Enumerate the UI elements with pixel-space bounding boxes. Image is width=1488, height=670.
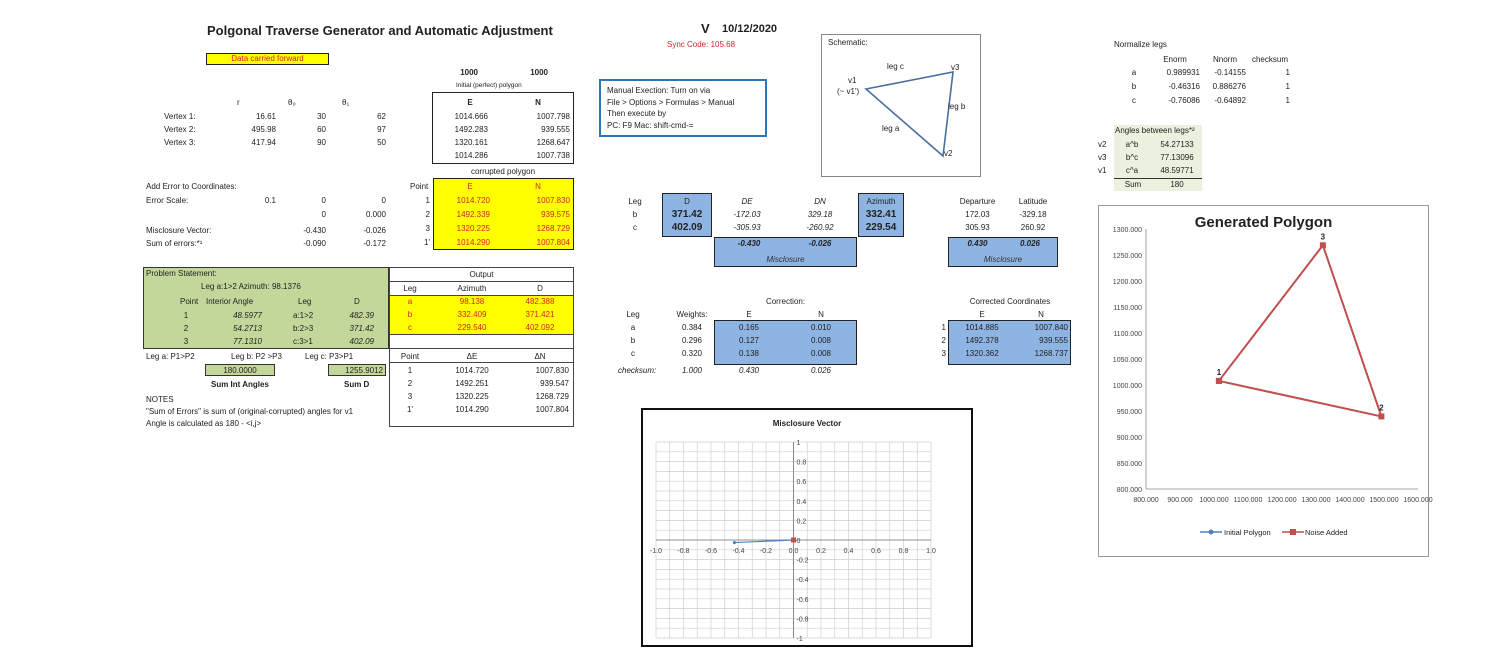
correction-cell: 0.138 <box>738 349 760 358</box>
sum-d-label: Sum D <box>344 380 370 389</box>
schematic-leg-b: leg b <box>948 102 966 111</box>
output-dn: 939.547 <box>540 379 569 388</box>
angle-vertex: v3 <box>1098 153 1107 162</box>
norm-hdr-e: Enorm <box>1163 55 1187 64</box>
deplat-misc-label: Misclosure <box>983 255 1023 264</box>
vertex-label: Vertex 1: <box>164 112 196 121</box>
initial-e-cell: 1320.161 <box>454 138 488 147</box>
correction-cell: 0.296 <box>681 336 703 345</box>
output-hdr-point: Point <box>400 352 420 361</box>
misclosure-e: -0.430 <box>303 226 326 235</box>
correction-hdr: N <box>818 310 824 319</box>
hdr-theta1: θ₁ <box>342 98 350 107</box>
leg-misc-label: Misclosure <box>766 255 805 264</box>
noise-polygon-point <box>1216 378 1222 384</box>
angle-pair: a^b <box>1125 140 1139 149</box>
sum-d-value: 1255.9012 <box>345 366 383 375</box>
leg-table-hdr: DN <box>814 197 826 206</box>
departure-hdr: Departure <box>959 197 996 206</box>
sum-errors-e: -0.090 <box>303 239 326 248</box>
output-leg: c <box>408 323 412 332</box>
correction-cell: 0.165 <box>738 323 760 332</box>
x-tick-label: 1300.000 <box>1301 497 1331 504</box>
y-tick-label: 1 <box>796 440 801 447</box>
corrupted-hdr-n: N <box>535 182 541 191</box>
correction-cell: 0.008 <box>810 349 832 358</box>
schematic-leg-c: leg c <box>887 62 904 71</box>
leg-table-cell: -172.03 <box>733 210 761 219</box>
polygon-plot <box>1098 205 1433 557</box>
corrupted-n-cell: 1007.804 <box>536 238 570 247</box>
problem-interior-angle: 54.2713 <box>233 324 262 333</box>
correction-checksum: 0.026 <box>810 366 832 375</box>
norm-n: -0.14155 <box>1214 68 1246 77</box>
output-de: 1492.251 <box>455 379 489 388</box>
corrupted-n-cell: 1268.729 <box>536 224 570 233</box>
legend-initial-label: Initial Polygon <box>1224 528 1271 537</box>
output-hdr-azimuth: Azimuth <box>457 284 487 293</box>
norm-hdr-check: checksum <box>1251 55 1288 64</box>
y-tick-label: -0.8 <box>796 616 809 624</box>
corrected-n: 1007.840 <box>1034 323 1068 332</box>
leg-table-cell: 329.18 <box>807 210 833 219</box>
angle-pair: c^a <box>1125 166 1139 175</box>
output-hdr-de: ΔE <box>466 352 478 361</box>
x-tick-label: 0.0 <box>788 548 799 555</box>
y-tick-label: 1000.000 <box>1112 383 1142 390</box>
noise-polygon-point <box>1320 242 1326 248</box>
leg-table-hdr: Azimuth <box>866 197 896 206</box>
corrupted-e-cell: 1320.225 <box>456 224 490 233</box>
polygon-legend <box>1198 526 1308 538</box>
x-tick-label: -0.8 <box>677 548 690 555</box>
sum-errors-label: Sum of errors:*¹ <box>146 239 203 248</box>
correction-cell: a <box>630 323 636 332</box>
leg-misc-e: -0.430 <box>737 239 761 248</box>
angles-title: Angles between legs*² <box>1115 126 1195 135</box>
y-tick-label: 1100.000 <box>1113 331 1142 338</box>
initial-e-cell: 1014.286 <box>454 151 488 160</box>
sum-errors-n: -0.172 <box>363 239 386 248</box>
sync-code: Sync Code: 105.68 <box>667 40 736 49</box>
vertex-theta0-input: 30 <box>317 112 326 121</box>
norm-hdr-n: Nnorm <box>1212 55 1237 64</box>
initial-polygon-line <box>1216 245 1382 416</box>
manual-line: PC: F9 Mac: shift-cmd-= <box>607 120 694 130</box>
problem-point: 2 <box>183 324 189 333</box>
corrected-hdr-e: E <box>979 310 985 319</box>
problem-hdr-leg: Leg <box>298 297 312 306</box>
correction-hdr: Leg <box>626 310 640 319</box>
leg-misc-n: -0.026 <box>808 239 832 248</box>
corrupted-point-hdr: Point <box>410 182 429 191</box>
polygon-point-label: 2 <box>1379 403 1384 413</box>
correction-cell: c <box>631 349 635 358</box>
manual-line: Then execute by <box>607 109 667 118</box>
vertex-theta0-input: 60 <box>317 125 326 134</box>
corrected-e: 1492.378 <box>965 336 999 345</box>
correction-title: Correction: <box>765 297 806 306</box>
corrupted-hdr-e: E <box>467 182 473 191</box>
output-leg: b <box>407 310 413 319</box>
x-tick-label: 1500.000 <box>1369 497 1399 504</box>
vertex-theta1-input: 50 <box>377 138 386 147</box>
y-tick-label: 1050.000 <box>1112 357 1142 364</box>
latitude-hdr: Latitude <box>1018 197 1048 206</box>
schematic-v2: v2 <box>944 149 953 158</box>
x-tick-label: 900.000 <box>1167 497 1193 504</box>
x-tick-label: 1200.000 <box>1267 497 1297 504</box>
output-title: Output <box>469 270 494 279</box>
norm-check: 1 <box>1285 82 1290 91</box>
problem-leg: b:2>3 <box>293 324 314 333</box>
output-point: 1 <box>407 366 413 375</box>
sum-angles-cell <box>205 364 275 376</box>
schematic-leg-a: leg a <box>882 124 900 133</box>
initial-hdr-n: N <box>535 98 541 107</box>
corrupted-e-cell: 1014.290 <box>456 238 490 247</box>
vertex-r-input: 495.98 <box>251 125 276 134</box>
angle-vertex: v2 <box>1098 140 1107 149</box>
norm-leg: a <box>1131 68 1137 77</box>
noise-polygon-point <box>1378 413 1384 419</box>
noise-polygon-line <box>1216 245 1382 416</box>
problem-leg: c:3>1 <box>293 337 313 346</box>
y-tick-label: 800.000 <box>1116 487 1142 494</box>
legend-initial-marker <box>1209 530 1214 535</box>
angle-value: 54.27133 <box>1160 140 1194 149</box>
e-origin: 1000 <box>460 68 478 77</box>
problem-d: 371.42 <box>349 324 374 333</box>
corrected-e: 1014.885 <box>965 323 999 332</box>
schematic-title: Schematic: <box>828 38 868 47</box>
leg-table-hdr: Leg <box>628 197 642 206</box>
norm-leg: b <box>1131 82 1137 91</box>
departure-cell: 305.93 <box>965 223 990 232</box>
error-r1-n: 0 <box>381 196 386 205</box>
angles-sum-value: 180 <box>1170 180 1184 189</box>
page-title: Polgonal Traverse Generator and Automatic Adjustment <box>207 23 553 38</box>
output-d: 482.388 <box>525 297 555 306</box>
output-point: 1' <box>407 405 413 414</box>
output-de: 1014.290 <box>455 405 489 414</box>
initial-caption: Initial (perfect) polygon <box>456 82 522 89</box>
y-tick-label: 0.8 <box>796 459 807 467</box>
leg-table-cell: -260.92 <box>806 223 834 232</box>
schematic-v1: v1 <box>848 76 857 85</box>
norm-n: 0.886276 <box>1212 82 1246 91</box>
carried-forward-badge <box>206 53 329 65</box>
norm-check: 1 <box>1285 68 1290 77</box>
output-hdr-d: D <box>537 284 543 293</box>
x-tick-label: 1000.000 <box>1199 497 1229 504</box>
corrected-n: 1268.737 <box>1034 349 1068 358</box>
error-r2-e: 0 <box>321 210 326 219</box>
corrupted-n-cell: 939.575 <box>541 210 570 219</box>
output-point: 3 <box>407 392 413 401</box>
corrected-point: 2 <box>941 336 946 345</box>
x-tick-label: -0.2 <box>759 548 773 555</box>
correction-cell: 0.320 <box>681 349 703 358</box>
sum-angles-label: Sum Int Angles <box>211 380 269 389</box>
misclosure-chart-title: Misclosure Vector <box>772 419 842 428</box>
vertex-label: Vertex 2: <box>164 125 196 134</box>
problem-title: Problem Statement: <box>146 269 217 278</box>
notes-line-1: "Sum of Errors" is sum of (original-corrupted) angles for v1 <box>146 407 354 416</box>
angles-sum-label: Sum <box>1124 180 1142 189</box>
leg-a-azimuth: Leg a:1>2 Azimuth: 98.1376 <box>201 282 301 291</box>
x-tick-label: 1100.000 <box>1233 497 1263 504</box>
output-hdr-dn: ΔN <box>534 352 546 361</box>
x-tick-label: 800.000 <box>1133 497 1159 504</box>
leg-table-cell: -305.93 <box>733 223 761 232</box>
x-tick-label: 0.6 <box>871 548 881 555</box>
vertex-r-input: 16.61 <box>255 112 276 121</box>
version-date: 10/12/2020 <box>722 23 778 35</box>
carried-label: Data carried forward <box>231 54 304 63</box>
polygon-point-label: 1 <box>1216 367 1222 377</box>
correction-hdr: Weights: <box>676 310 708 319</box>
problem-leg: a:1>2 <box>293 311 314 320</box>
initial-e-cell: 1492.283 <box>454 125 488 134</box>
problem-hdr-d: D <box>354 297 360 306</box>
corrected-e: 1320.362 <box>965 349 999 358</box>
correction-cell: 0.384 <box>681 323 703 332</box>
leg-table-cell: c <box>633 223 637 232</box>
schematic-v3: v3 <box>951 63 960 72</box>
error-scale-input[interactable]: 0.1 <box>264 196 276 205</box>
departure-cell: 172.03 <box>965 210 990 219</box>
x-tick-label: 1600.000 <box>1403 497 1433 504</box>
y-tick-label: 1150.000 <box>1113 305 1142 312</box>
corrected-point: 1 <box>941 323 946 332</box>
correction-cell: 0.008 <box>810 336 832 345</box>
leg-table-hdr: D <box>684 197 690 206</box>
norm-e: 0.989931 <box>1166 68 1200 77</box>
x-tick-label: -0.6 <box>704 548 718 555</box>
output-leg: a <box>407 297 413 306</box>
y-tick-label: -0.4 <box>796 577 809 585</box>
output-point: 2 <box>407 379 413 388</box>
initial-e-cell: 1014.666 <box>454 112 488 121</box>
corrupted-caption: corrupted polygon <box>470 167 536 176</box>
problem-point: 3 <box>183 337 189 346</box>
output-de: 1014.720 <box>455 366 489 375</box>
error-r2-n: 0.000 <box>365 210 386 219</box>
correction-checksum: 0.430 <box>738 366 760 375</box>
y-tick-label: 0 <box>796 538 801 545</box>
norm-n: -0.64892 <box>1214 96 1246 105</box>
corrected-point: 3 <box>941 349 946 358</box>
corrupted-e-cell: 1014.720 <box>456 196 490 205</box>
error-scale-label: Error Scale: <box>146 196 189 205</box>
sum-d-cell <box>328 364 386 376</box>
vertex-r-input: 417.94 <box>251 138 276 147</box>
norm-e: -0.46316 <box>1168 82 1200 91</box>
y-tick-label: 0.6 <box>796 479 807 487</box>
norm-e: -0.76086 <box>1168 96 1200 105</box>
x-tick-label: 1400.000 <box>1335 497 1365 504</box>
vertex-theta0-input: 90 <box>317 138 326 147</box>
leg-table-cell: 229.54 <box>865 222 897 233</box>
sum-angles-value: 180.0000 <box>223 366 257 375</box>
deplat-misc-e: 0.430 <box>967 239 988 248</box>
misclosure-plot <box>641 408 973 647</box>
polygon-point-label: 3 <box>1320 232 1326 242</box>
angle-value: 77.13096 <box>1160 153 1194 162</box>
leg-c-label: Leg c: P3>P1 <box>305 352 354 361</box>
problem-interior-angle: 48.5977 <box>233 311 262 320</box>
vertex-theta1-input: 62 <box>377 112 386 121</box>
problem-point: 1 <box>183 311 189 320</box>
initial-n-cell: 1268.647 <box>536 138 570 147</box>
output-azimuth: 229.540 <box>457 323 487 332</box>
legend-noise-marker <box>1290 529 1296 535</box>
corrupted-point-label: 2 <box>425 210 430 219</box>
x-tick-label: 0.2 <box>816 548 826 555</box>
corrupted-n-cell: 1007.830 <box>536 196 570 205</box>
angle-value: 48.59771 <box>1160 166 1194 175</box>
leg-table-cell: 332.41 <box>865 209 897 220</box>
leg-table-cell: b <box>632 210 638 219</box>
y-tick-label: 1250.000 <box>1112 253 1142 260</box>
vertex-theta1-input: 97 <box>377 125 386 134</box>
leg-table-cell: 402.09 <box>671 222 703 233</box>
y-tick-label: 950.000 <box>1116 409 1142 416</box>
corrected-hdr-n: N <box>1038 310 1044 319</box>
corrupted-point-label: 1' <box>424 238 430 247</box>
normalize-title: Normalize legs <box>1114 40 1167 49</box>
legend-noise-label: Noise Added <box>1305 528 1348 537</box>
error-r1-e: 0 <box>321 196 326 205</box>
x-tick-label: -1.0 <box>649 548 663 555</box>
y-tick-label: 850.000 <box>1116 461 1142 468</box>
leg-table-hdr: DE <box>741 197 753 206</box>
misclosure-vector-start <box>733 541 736 544</box>
problem-d: 482.39 <box>349 311 374 320</box>
problem-hdr-angle: Interior Angle <box>206 297 254 306</box>
output-azimuth: 98.138 <box>459 297 485 306</box>
norm-check: 1 <box>1285 96 1290 105</box>
correction-cell: 0.127 <box>738 336 760 345</box>
problem-hdr-point: Point <box>180 297 199 306</box>
manual-line: Manual Exection: Turn on via <box>607 86 711 95</box>
misclosure-n: -0.026 <box>363 226 386 235</box>
latitude-cell: 260.92 <box>1020 223 1046 232</box>
corrupted-e-cell: 1492.339 <box>456 210 490 219</box>
correction-cell: 0.010 <box>810 323 832 332</box>
misclosure-vector-label: Misclosure Vector: <box>146 226 212 235</box>
initial-n-cell: 939.555 <box>541 125 570 134</box>
add-error-label: Add Error to Coordinates: <box>146 182 237 191</box>
angle-vertex: v1 <box>1098 166 1107 175</box>
output-azimuth: 332.409 <box>457 310 487 319</box>
correction-hdr: E <box>746 310 752 319</box>
deplat-misc-n: 0.026 <box>1019 239 1041 248</box>
initial-hdr-e: E <box>467 98 473 107</box>
y-tick-label: -0.2 <box>796 557 809 565</box>
output-d: 371.421 <box>525 310 555 319</box>
y-tick-label: 0.4 <box>796 498 807 506</box>
y-tick-label: -0.6 <box>796 596 809 604</box>
y-tick-label: 0.2 <box>796 518 807 526</box>
notes-title: NOTES <box>146 395 174 404</box>
manual-line: File > Options > Formulas > Manual <box>607 97 735 107</box>
output-hdr-leg: Leg <box>403 284 417 293</box>
corrected-n: 939.555 <box>1039 336 1068 345</box>
schematic-v1-prime: (~ v1') <box>837 87 860 96</box>
hdr-theta0: θ₀ <box>288 98 296 107</box>
version-label: V <box>701 21 710 36</box>
correction-checksum: checksum: <box>618 366 657 375</box>
n-origin: 1000 <box>530 68 548 77</box>
vertex-label: Vertex 3: <box>164 138 196 147</box>
norm-leg: c <box>1132 96 1136 105</box>
output-de: 1320.225 <box>455 392 489 401</box>
corrected-title: Corrected Coordinates <box>969 297 1051 306</box>
output-d: 402.092 <box>525 323 555 332</box>
misclosure-origin-marker <box>791 538 796 543</box>
leg-table-cell: 371.42 <box>671 209 703 220</box>
angle-pair: b^c <box>1125 153 1139 162</box>
problem-d: 402.09 <box>349 337 374 346</box>
y-tick-label: 1200.000 <box>1112 279 1142 286</box>
output-dn: 1007.830 <box>535 366 569 375</box>
latitude-cell: -329.18 <box>1019 210 1047 219</box>
corrupted-point-label: 3 <box>425 224 430 233</box>
polygon-chart-title: Generated Polygon <box>1194 214 1333 231</box>
leg-a-label: Leg a: P1>P2 <box>146 352 195 361</box>
leg-b-label: Leg b: P2 >P3 <box>231 352 282 361</box>
x-tick-label: 0.8 <box>898 548 909 555</box>
notes-line-2: Angle is calculated as 180 - <i,j> <box>146 419 262 428</box>
problem-interior-angle: 77.1310 <box>233 337 262 346</box>
output-dn: 1268.729 <box>535 392 569 401</box>
y-tick-label: 900.000 <box>1116 435 1142 442</box>
initial-n-cell: 1007.738 <box>536 151 570 160</box>
initial-n-cell: 1007.798 <box>536 112 570 121</box>
hdr-r: r <box>237 98 240 107</box>
x-tick-label: 0.4 <box>843 548 854 555</box>
correction-cell: b <box>630 336 636 345</box>
output-dn: 1007.804 <box>535 405 569 414</box>
y-tick-label: 1300.000 <box>1112 227 1142 234</box>
y-tick-label: -1 <box>796 636 803 643</box>
x-tick-label: -0.4 <box>732 548 745 555</box>
correction-checksum: 1.000 <box>681 366 703 375</box>
corrupted-point-label: 1 <box>425 196 430 205</box>
x-tick-label: 1.0 <box>926 548 936 555</box>
